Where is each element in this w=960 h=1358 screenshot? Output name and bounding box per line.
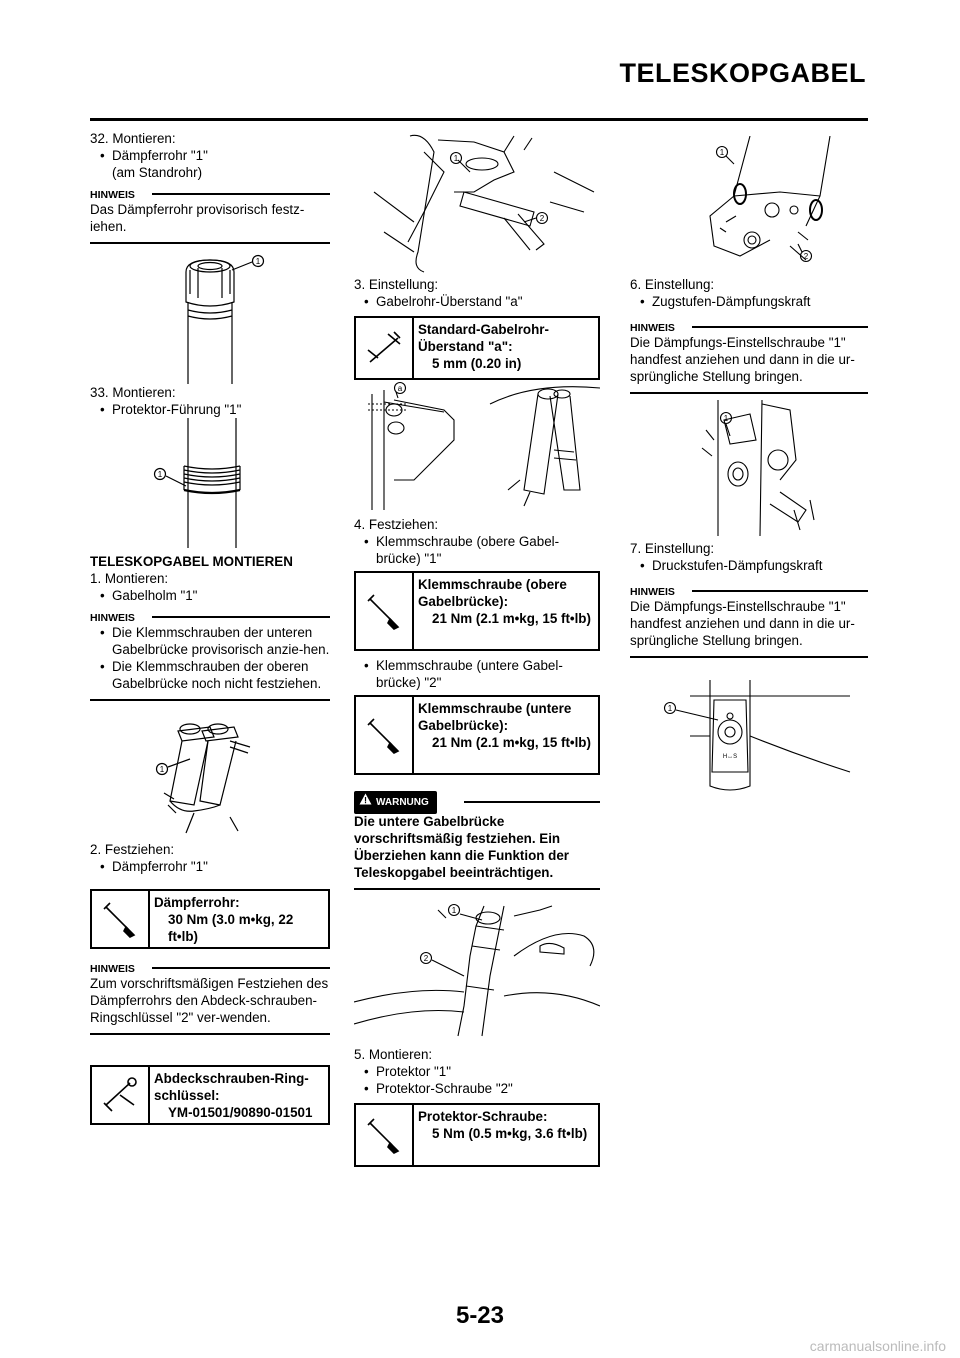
step-1-item: • Gabelholm "1" bbox=[90, 587, 330, 604]
spec-box-upper-bracket bbox=[354, 571, 600, 651]
hinweis-3-label: HINWEIS bbox=[90, 963, 135, 975]
hinweis-4-header bbox=[630, 320, 868, 332]
figure-fork-leg bbox=[90, 701, 330, 841]
protector-guide-drawing bbox=[90, 418, 330, 553]
torque-wrench-icon bbox=[356, 1105, 414, 1165]
fig-top-callout-1: 1 bbox=[453, 154, 459, 163]
spec-2-value: YM-01501/90890-01501 bbox=[168, 1105, 313, 1120]
fig-bot-callout-1: 1 bbox=[667, 704, 673, 713]
hinweis-5-end-rule bbox=[630, 656, 868, 658]
step-4-item-2: • Klemmschraube (untere Gabel-brücke) "2" bbox=[354, 657, 600, 691]
protector-drawing bbox=[354, 896, 600, 1046]
spec-6-value: 5 Nm (0.5 m•kg, 3.6 ft•lb) bbox=[432, 1126, 588, 1141]
spec-4-value: 21 Nm (2.1 m•kg, 15 ft•lb) bbox=[432, 611, 591, 626]
fig-top-right-callout-2: 2 bbox=[803, 252, 809, 261]
hinweis-3-end-rule bbox=[90, 1033, 330, 1035]
figure-rebound-adjuster bbox=[630, 136, 868, 276]
step-5-item-2: • Protektor-Schraube "2" bbox=[354, 1080, 600, 1097]
step-2-item: • Dämpferrohr "1" bbox=[90, 858, 330, 875]
fig-mid-right-callout-1: 1 bbox=[723, 414, 729, 423]
spec-3-name: Standard-Gabelrohr-Überstand "a": bbox=[418, 322, 549, 354]
hinweis-5-text: Die Dämpfungs-Einstellschraube "1" handfest anziehen und dann in die ur-sprüngliche Stellung bringen. bbox=[630, 599, 855, 648]
spec-2-name: Abdeckschrauben-Ring-schlüssel: bbox=[154, 1071, 309, 1103]
hinweis-2-bullet-1: • Die Klemmschrauben der unteren Gabelbrücke provisorisch anzie-hen. bbox=[90, 624, 330, 658]
fig-b-callout-2: 2 bbox=[423, 954, 429, 963]
figure-adjuster-detail bbox=[630, 676, 868, 806]
step-1: 1. Montieren: bbox=[90, 571, 169, 586]
figure-compression-adjuster bbox=[630, 400, 868, 540]
fork-protrusion-drawing bbox=[354, 380, 600, 516]
step-5-item-1: • Protektor "1" bbox=[354, 1063, 600, 1080]
spec-5-value: 21 Nm (2.1 m•kg, 15 ft•lb) bbox=[432, 735, 591, 750]
hinweis-3-header bbox=[90, 961, 330, 973]
hinweis-4-label: HINWEIS bbox=[630, 322, 675, 334]
fig2-callout-1: 1 bbox=[157, 470, 163, 479]
damper-tube-drawing bbox=[90, 244, 330, 384]
spec-box-protector-bolt bbox=[354, 1103, 600, 1167]
spec-4-name: Klemmschraube (obere Gabelbrücke): bbox=[418, 577, 567, 609]
hinweis-4-end-rule bbox=[630, 392, 868, 394]
page-number: 5-23 bbox=[455, 1302, 505, 1329]
hinweis-2-header bbox=[90, 610, 330, 622]
step-32-sub: (am Standrohr) bbox=[112, 165, 203, 180]
step-3: 3. Einstellung: bbox=[354, 277, 439, 292]
standard-value-icon bbox=[356, 318, 414, 378]
warning-end-rule bbox=[354, 888, 600, 890]
spec-1-value: 30 Nm (3.0 m•kg, 22 ft•lb) bbox=[168, 912, 294, 944]
hinweis-1-header bbox=[90, 187, 330, 199]
torque-wrench-icon bbox=[356, 573, 414, 649]
hinweis-2-bullet-2: • Die Klemmschrauben der oberen Gabelbrücke noch nicht festziehen. bbox=[90, 658, 330, 692]
fig-a-callout: a bbox=[397, 384, 403, 393]
figure-protector bbox=[354, 896, 600, 1046]
step-7: 7. Einstellung: bbox=[630, 541, 715, 556]
step-4-item-1: • Klemmschraube (obere Gabel-brücke) "1" bbox=[354, 533, 600, 567]
special-tool-icon bbox=[92, 1067, 150, 1123]
figure-damper-tube bbox=[90, 244, 330, 384]
step-2: 2. Festziehen: bbox=[90, 842, 175, 857]
step-4: 4. Festziehen: bbox=[354, 517, 439, 532]
fig-top-callout-2: 2 bbox=[539, 214, 545, 223]
page-title: TELESKOPGABEL bbox=[619, 58, 866, 88]
warning-header bbox=[354, 791, 600, 811]
step-6-item: • Zugstufen-Dämpfungskraft bbox=[630, 293, 868, 310]
rebound-adjuster-drawing bbox=[630, 136, 868, 276]
warning-triangle-icon bbox=[359, 793, 372, 805]
spec-1-name: Dämpferrohr: bbox=[154, 895, 240, 910]
warning-badge bbox=[354, 791, 437, 814]
column-right bbox=[630, 136, 868, 806]
spec-box-special-tool bbox=[90, 1065, 330, 1125]
figure-cap-bolt-wrench bbox=[354, 132, 600, 276]
fork-leg-drawing bbox=[90, 701, 330, 841]
column-left bbox=[90, 130, 330, 1125]
step-5: 5. Montieren: bbox=[354, 1047, 433, 1062]
cap-bolt-wrench-drawing bbox=[354, 132, 600, 276]
spec-6-name: Protektor-Schraube: bbox=[418, 1109, 548, 1124]
section-title: TELESKOPGABEL MONTIEREN bbox=[90, 554, 293, 569]
warning-label: WARNUNG bbox=[376, 797, 429, 808]
step-3-item: • Gabelrohr-Überstand "a" bbox=[354, 293, 600, 310]
fig-b-callout-1: 1 bbox=[451, 906, 457, 915]
step-33-item: • Protektor-Führung "1" bbox=[90, 401, 330, 418]
hinweis-1-text: Das Dämpferrohr provisorisch festz-iehen. bbox=[90, 202, 305, 234]
spec-box-fork-protrusion bbox=[354, 316, 600, 380]
spec-box-damper-tube bbox=[90, 889, 330, 949]
step-32-item: • Dämpferrohr "1" bbox=[90, 147, 330, 164]
hinweis-5-header bbox=[630, 584, 868, 596]
compression-adjuster-drawing bbox=[630, 400, 868, 540]
torque-wrench-icon bbox=[92, 891, 150, 947]
step-7-item: • Druckstufen-Dämpfungskraft bbox=[630, 557, 868, 574]
step-6: 6. Einstellung: bbox=[630, 277, 715, 292]
torque-wrench-icon bbox=[356, 697, 414, 773]
watermark: carmanualsonline.info bbox=[809, 1338, 946, 1354]
hinweis-1-label: HINWEIS bbox=[90, 189, 135, 201]
step-32: 32. Montieren: bbox=[90, 131, 176, 146]
header-rule bbox=[90, 118, 868, 121]
warning-text: Die untere Gabelbrücke vorschriftsmäßig festziehen. Ein Überziehen kann die Funktion der Teleskopgabel beeinträchtigen. bbox=[354, 814, 570, 880]
fig3-callout-1: 1 bbox=[159, 765, 165, 774]
step-33: 33. Montieren: bbox=[90, 385, 176, 400]
hinweis-3-text: Zum vorschriftsmäßigen Festziehen des Dämpferrohrs den Abdeck-schrauben-Ringschlüssel "2" ver-wenden. bbox=[90, 976, 329, 1025]
fig-top-right-callout-1: 1 bbox=[719, 148, 725, 157]
fig1-callout-1: 1 bbox=[255, 257, 261, 266]
hinweis-4-text: Die Dämpfungs-Einstellschraube "1" handfest anziehen und dann in die ur-sprüngliche Stellung bringen. bbox=[630, 335, 855, 384]
hinweis-5-label: HINWEIS bbox=[630, 586, 675, 598]
adjuster-detail-drawing bbox=[630, 676, 868, 806]
hinweis-2-label: HINWEIS bbox=[90, 612, 135, 624]
figure-fork-protrusion bbox=[354, 380, 600, 516]
spec-3-value: 5 mm (0.20 in) bbox=[432, 356, 522, 371]
column-middle bbox=[354, 132, 600, 1167]
fig-bot-hs-label: H↔S bbox=[722, 754, 738, 760]
spec-5-name: Klemmschraube (untere Gabelbrücke): bbox=[418, 701, 572, 733]
spec-box-lower-bracket bbox=[354, 695, 600, 775]
figure-protector-guide bbox=[90, 418, 330, 553]
